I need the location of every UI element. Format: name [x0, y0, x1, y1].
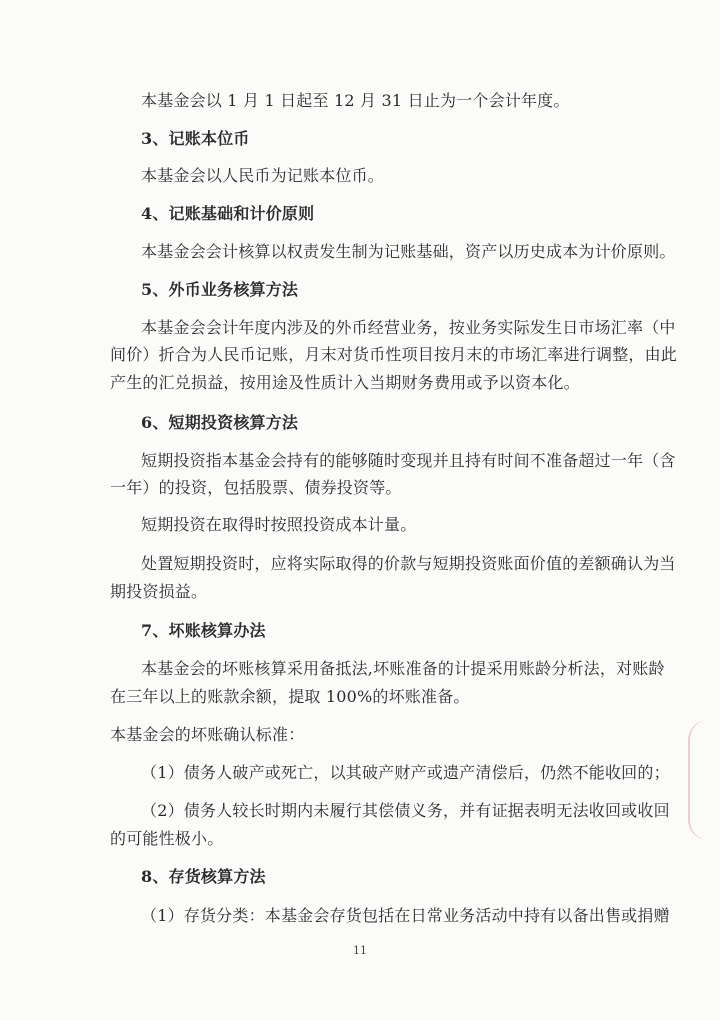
bad-debt-standard: 本基金会的坏账确认标准：	[110, 725, 305, 744]
bad-debt-item-2a: （2）债务人较长时期内未履行其偿债义务，并有证据表明无法收回或收回	[141, 801, 670, 820]
bad-debt-item-1: （1）债务人破产或死亡，以其破产财产或遗产清偿后，仍然不能收回的；	[141, 763, 670, 782]
section-7-heading: 7、坏账核算办法	[141, 621, 266, 640]
fx-text-2: 间价）折合为人民币记账，月末对货币性项目按月末的市场汇率进行调整，由此	[110, 345, 678, 364]
accounting-basis-text: 本基金会会计核算以权责发生制为记账基础，资产以历史成本为计价原则。	[141, 242, 676, 261]
short-invest-text-4: 处置短期投资时，应将实际取得的价款与短期投资账面价值的差额确认为当	[141, 554, 676, 573]
short-invest-text-2: 一年）的投资，包括股票、债券投资等。	[110, 478, 402, 497]
seal-edge-mark	[688, 720, 720, 840]
short-invest-text-1: 短期投资指本基金会持有的能够随时变现并且持有时间不准备超过一年（含	[141, 451, 676, 470]
fiscal-year-text: 本基金会以 1 月 1 日起至 12 月 31 日止为一个会计年度。	[141, 91, 570, 110]
short-invest-text-3: 短期投资在取得时按照投资成本计量。	[141, 515, 417, 534]
section-3-heading: 3、记账本位币	[141, 129, 250, 148]
short-invest-text-5: 期投资损益。	[110, 582, 208, 601]
section-8-heading: 8、存货核算方法	[141, 867, 266, 886]
section-5-heading: 5、外币业务核算方法	[141, 280, 299, 299]
page-number: 11	[353, 944, 367, 957]
bad-debt-text-2: 在三年以上的账款余额，提取 100%的坏账准备。	[110, 687, 470, 706]
bad-debt-text-1: 本基金会的坏账核算采用备抵法,坏账准备的计提采用账龄分析法，对账龄	[141, 659, 665, 678]
fx-text-1: 本基金会会计年度内涉及的外币经营业务，按业务实际发生日市场汇率（中	[141, 318, 676, 337]
section-6-heading: 6、短期投资核算方法	[141, 413, 299, 432]
fx-text-3: 产生的汇兑损益，按用途及性质计入当期财务费用或予以资本化。	[110, 373, 580, 392]
inventory-text-1: （1）存货分类：本基金会存货包括在日常业务活动中持有以备出售或捐赠	[141, 906, 670, 925]
section-4-heading: 4、记账基础和计价原则	[141, 204, 315, 223]
currency-text: 本基金会以人民币为记账本位币。	[141, 166, 385, 185]
bad-debt-item-2b: 的可能性极小。	[110, 829, 224, 848]
